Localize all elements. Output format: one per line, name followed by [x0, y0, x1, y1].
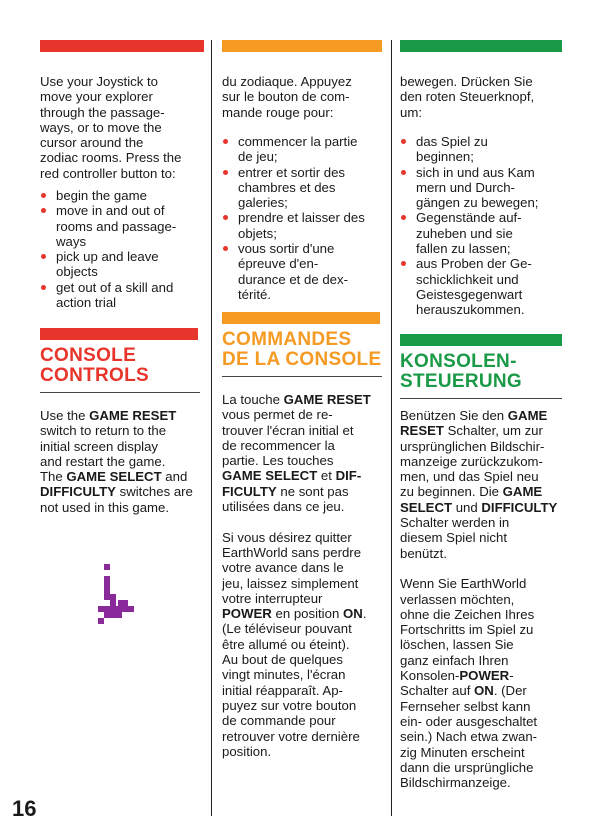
body-text: - Schalter auf: [400, 668, 514, 699]
bullet-dot-icon: [223, 246, 228, 251]
list-item: [400, 134, 570, 165]
body-text: Benützen Sie den: [400, 408, 508, 423]
body-text: ne sont pas utilisées dans ce jeu. Si vous désirez quitter EarthWorld sans perdre votre avance dans le jeu, laissez simplement votre interrupteur: [222, 483, 362, 606]
body-text: switches are not used in this game.: [40, 484, 193, 515]
body-text: vous permet de re- trouver l'écran initial et de recommencer la partie. Les touches: [222, 407, 354, 469]
list-item: [222, 134, 388, 165]
list-item: [222, 165, 388, 211]
french-intro: du zodiaque. Appuyez sur le bouton de com- mande rouge pour:: [222, 74, 352, 120]
bullet-dot-icon: [401, 215, 406, 220]
bullet-text: prendre et laisser des objets;: [238, 210, 365, 241]
bullet-dot-icon: [401, 261, 406, 266]
bold-term: DIF- FICULTY: [222, 468, 362, 499]
bullet-text: vous sortir d'une épreuve d'en- durance et de dex- térité.: [238, 241, 348, 302]
list-item: [40, 188, 208, 203]
bullet-text: pick up and leave objects: [56, 249, 159, 280]
bold-term: GAME RESET: [89, 408, 177, 423]
bullet-dot-icon: [41, 254, 46, 259]
body-text: und: [452, 499, 482, 515]
english-section-bar: [40, 328, 198, 340]
german-section-bar: [400, 334, 562, 346]
bold-term: DIFFICULTY: [481, 499, 558, 515]
bold-term: GAME SELECT: [66, 469, 162, 485]
german-heading-rule: [400, 398, 562, 399]
body-text: Use the: [40, 408, 90, 423]
bold-term: GAME SELECT: [400, 484, 543, 515]
column-divider-left: [211, 40, 212, 816]
body-text: en position: [271, 606, 343, 622]
bold-term: DIFFICULTY: [40, 484, 116, 500]
bullet-dot-icon: [223, 139, 228, 144]
bullet-text: begin the game: [56, 188, 147, 203]
body-text: switch to return to the initial screen display and restart the game. The: [40, 423, 167, 485]
french-section-heading: COMMANDES DE LA CONSOLE: [222, 329, 382, 370]
bold-term: GAME RESET: [400, 408, 548, 439]
list-item: [222, 241, 388, 302]
english-intro: Use your Joystick to move your explorer through the passage- ways, or to move the cursor around the zodiac rooms. Press the red controller button to:: [40, 74, 182, 181]
list-item: [40, 249, 208, 280]
body-text: Schalter, um zur ursprünglichen Bildschir- manzeige zurückzukom- men, und das Spiel neu zu beginnen. Die: [400, 423, 545, 500]
explorer-sprite-icon: [98, 564, 138, 624]
page-number: 16: [12, 796, 37, 821]
bullet-text: entrer et sortir des chambres et des galeries;: [238, 164, 346, 211]
list-item: [40, 203, 208, 249]
german-bullet-list: [400, 134, 570, 318]
bold-term: ON: [474, 683, 494, 699]
bullet-dot-icon: [41, 208, 46, 213]
list-item: [400, 165, 570, 211]
list-item: [222, 210, 388, 241]
bullet-text: get out of a skill and action trial: [56, 279, 174, 311]
body-text: et: [317, 468, 336, 484]
bullet-text: das Spiel zu beginnen;: [416, 134, 488, 165]
english-heading-rule: [40, 392, 200, 393]
body-text: . (Le téléviseur pouvant être allumé ou éteint). Au bout de quelques vingt minutes, l'écran initial réapparaît. Ap- puyez sur votre bouton de commande pour retrouver votre dernière position.: [222, 606, 367, 759]
body-text: . (Der Fernseher selbst kann ein- oder ausgeschaltet sein.) Nach etwa zwan- zig Minuten erscheint dann die ursprüngliche Bildschirmanzeige.: [400, 683, 538, 791]
french-top-bar: [222, 40, 382, 52]
bullet-dot-icon: [41, 193, 46, 198]
french-bullet-list: [222, 134, 388, 302]
body-text: La touche: [222, 392, 284, 407]
english-top-bar: [40, 40, 204, 52]
bullet-dot-icon: [223, 170, 228, 175]
bold-term: POWER: [222, 606, 272, 622]
list-item: [400, 256, 570, 317]
french-heading-rule: [222, 376, 382, 377]
bullet-text: commencer la partie de jeu;: [238, 134, 358, 165]
bullet-text: aus Proben der Ge- schicklichkeit und Geistesgegenwart herauszukommen.: [416, 256, 532, 318]
list-item: [400, 210, 570, 256]
bullet-text: Gegenstände auf- zuheben und sie fallen zu lassen;: [416, 210, 522, 257]
bullet-text: sich in und aus Kam mern und Durch- gängen zu bewegen;: [416, 164, 539, 211]
bullet-text: move in and out of rooms and passage- ways: [56, 203, 177, 249]
bullet-dot-icon: [223, 215, 228, 220]
bold-term: POWER: [459, 668, 510, 684]
german-body: [400, 408, 572, 790]
german-section-heading: KONSOLEN- STEUERUNG: [400, 351, 522, 392]
english-body: [40, 408, 208, 515]
bold-term: GAME SELECT: [222, 468, 318, 484]
english-section-heading: CONSOLE CONTROLS: [40, 345, 150, 386]
french-body: [222, 392, 388, 759]
french-section-bar: [222, 312, 380, 324]
bullet-dot-icon: [401, 170, 406, 175]
english-bullet-list: [40, 188, 208, 310]
list-item: [40, 280, 208, 311]
body-text: Schalter werden in diesem Spiel nicht benützt. Wenn Sie EarthWorld verlassen möchten, ohne die Zeichen Ihres Fortschritts im Spiel zu löschen, lassen Sie ganz einfach Ihren Konsolen-: [400, 515, 535, 684]
bold-term: ON: [342, 606, 363, 622]
bold-term: GAME RESET: [283, 392, 371, 407]
body-text: and: [165, 469, 188, 485]
german-intro: bewegen. Drücken Sie den roten Steuerknopf, um:: [400, 74, 535, 120]
bullet-dot-icon: [41, 285, 46, 290]
column-divider-right: [391, 40, 392, 816]
bullet-dot-icon: [401, 139, 406, 144]
german-top-bar: [400, 40, 562, 52]
